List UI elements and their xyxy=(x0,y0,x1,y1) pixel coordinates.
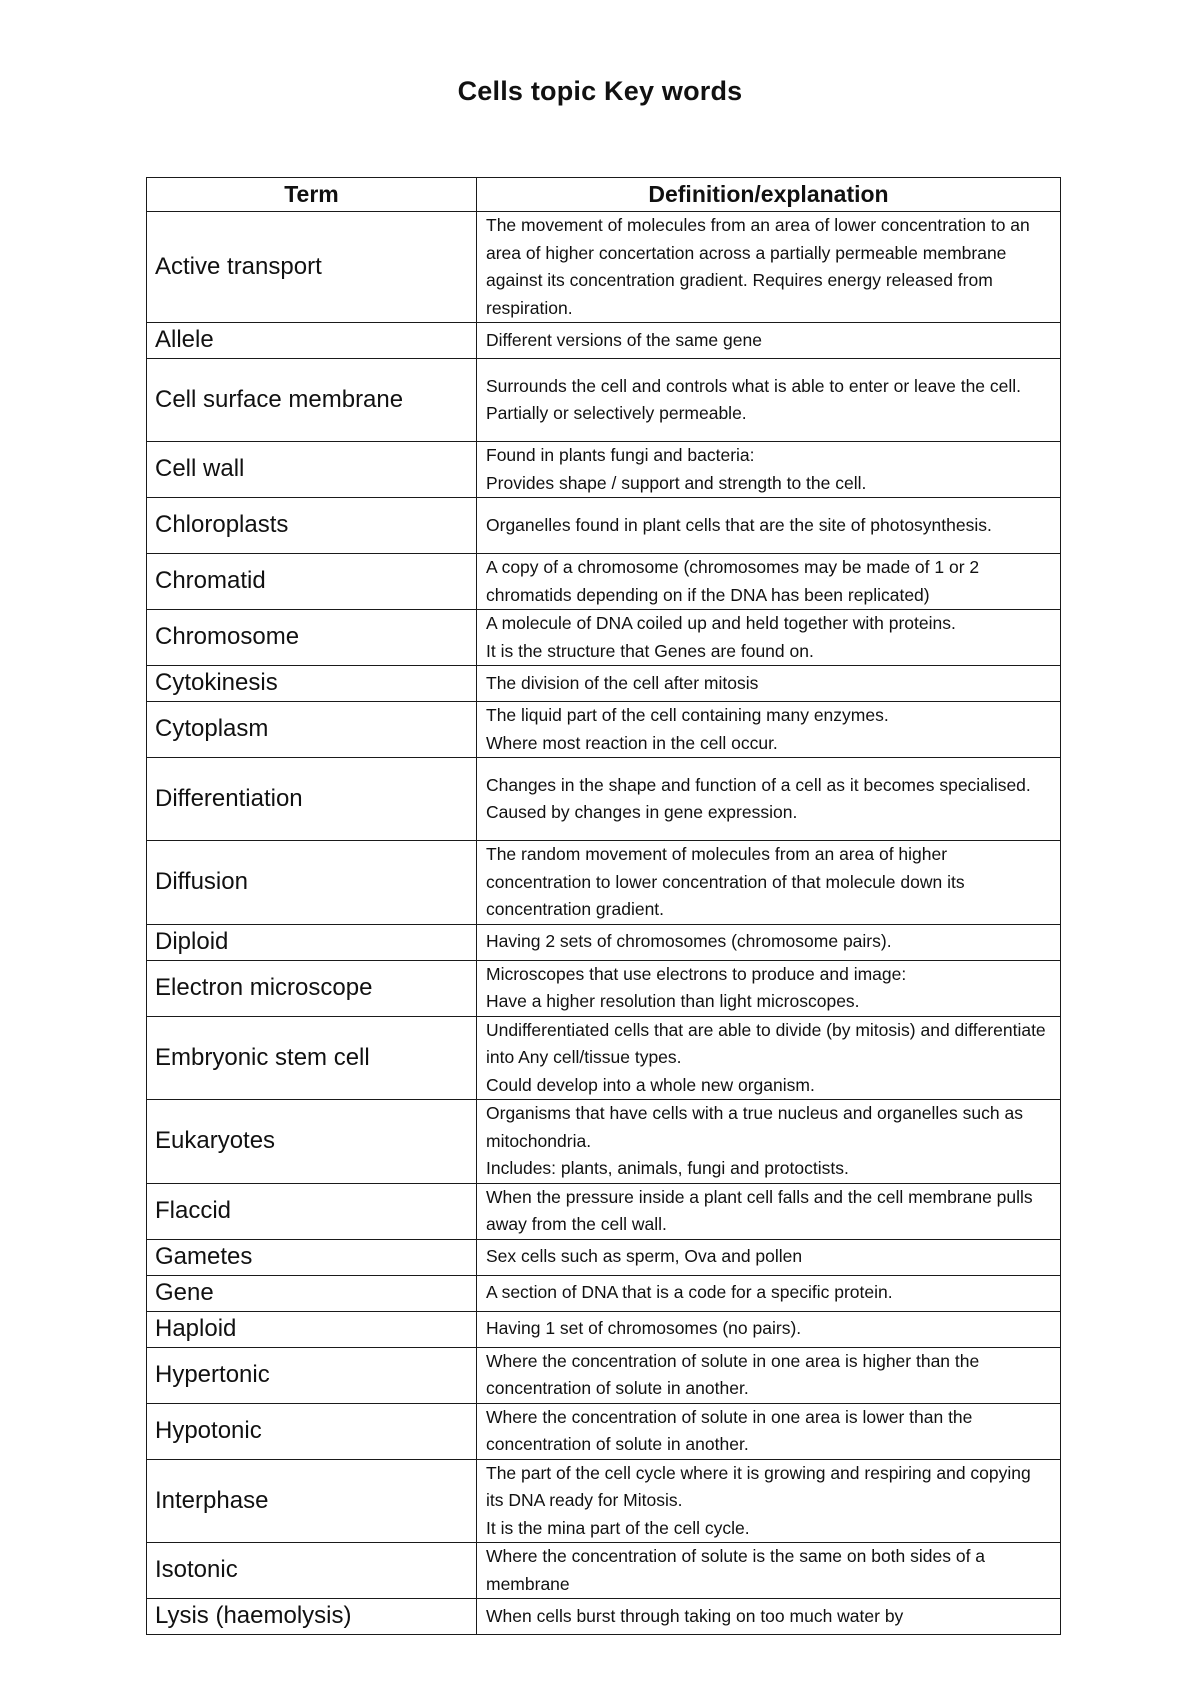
table-row xyxy=(147,666,1061,702)
term-cell: Hypertonic xyxy=(147,1347,477,1403)
definition-line: Found in plants fungi and bacteria: xyxy=(486,445,755,465)
table-row xyxy=(147,1459,1061,1543)
definition-line: When cells burst through taking on too much water by xyxy=(486,1605,904,1626)
definition-line: Having 1 set of chromosomes (no pairs). xyxy=(486,1318,802,1339)
definition-line: A molecule of DNA coiled up and held together with proteins. xyxy=(486,613,956,633)
term-cell: Chloroplasts xyxy=(147,498,477,554)
definition-cell xyxy=(477,323,1061,359)
table-row xyxy=(147,498,1061,554)
table-row xyxy=(147,1016,1061,1100)
definition-line: The random movement of molecules from an area of higher concentration to lower concentration of that molecule down its concentration gradient. xyxy=(486,844,965,919)
definition-line: Surrounds the cell and controls what is able to enter or leave the cell. xyxy=(486,375,1022,396)
term-cell: Diploid xyxy=(147,924,477,960)
table-body xyxy=(147,212,1061,1635)
table-row xyxy=(147,758,1061,841)
definition-cell xyxy=(477,924,1061,960)
definition-cell xyxy=(477,1275,1061,1311)
term-cell: Chromatid xyxy=(147,554,477,610)
term-cell: Eukaryotes xyxy=(147,1100,477,1184)
definition-cell xyxy=(477,1347,1061,1403)
definition-line: Organisms that have cells with a true nucleus and organelles such as mitochondria. xyxy=(486,1103,1023,1151)
term-cell: Gene xyxy=(147,1275,477,1311)
term-cell: Interphase xyxy=(147,1459,477,1543)
table-row xyxy=(147,1100,1061,1184)
definition-line: Provides shape / support and strength to the cell. xyxy=(486,472,867,493)
term-cell: Flaccid xyxy=(147,1183,477,1239)
definition-cell xyxy=(477,498,1061,554)
definition-cell xyxy=(477,1599,1061,1635)
table-row xyxy=(147,1347,1061,1403)
definition-line: Different versions of the same gene xyxy=(486,329,762,350)
definition-cell xyxy=(477,1016,1061,1100)
definition-line: The part of the cell cycle where it is growing and respiring and copying its DNA ready for Mitosis. xyxy=(486,1462,1031,1510)
definition-line: It is the mina part of the cell cycle. xyxy=(486,1517,750,1538)
definition-cell xyxy=(477,359,1061,442)
term-cell: Active transport xyxy=(147,212,477,323)
table-row xyxy=(147,1275,1061,1311)
table-row xyxy=(147,610,1061,666)
term-cell: Cytokinesis xyxy=(147,666,477,702)
definition-cell xyxy=(477,610,1061,666)
table-row xyxy=(147,960,1061,1016)
definition-cell xyxy=(477,960,1061,1016)
definition-line: Organelles found in plant cells that are the site of photosynthesis. xyxy=(486,514,992,535)
definition-line: Undifferentiated cells that are able to divide (by mitosis) and differentiate into Any cell/tissue types. xyxy=(486,1019,1046,1067)
term-cell: Chromosome xyxy=(147,610,477,666)
definition-line: Includes: plants, animals, fungi and protoctists. xyxy=(486,1158,849,1178)
definition-cell xyxy=(477,666,1061,702)
definition-line: Where most reaction in the cell occur. xyxy=(486,732,778,753)
definition-line: The division of the cell after mitosis xyxy=(486,672,759,693)
term-cell: Allele xyxy=(147,323,477,359)
table-row xyxy=(147,323,1061,359)
definition-cell xyxy=(477,758,1061,841)
term-cell: Isotonic xyxy=(147,1543,477,1599)
definition-line: Could develop into a whole new organism. xyxy=(486,1074,815,1095)
definition-line: Sex cells such as sperm, Ova and pollen xyxy=(486,1246,803,1267)
definition-cell xyxy=(477,442,1061,498)
definition-cell xyxy=(477,841,1061,925)
definition-cell xyxy=(477,1311,1061,1347)
term-column-header: Term xyxy=(147,178,477,212)
table-row xyxy=(147,442,1061,498)
term-cell: Embryonic stem cell xyxy=(147,1016,477,1100)
table-row xyxy=(147,1311,1061,1347)
table-row xyxy=(147,1599,1061,1635)
table-row xyxy=(147,1239,1061,1275)
definition-line: Partially or selectively permeable. xyxy=(486,403,747,423)
table-row xyxy=(147,1543,1061,1599)
definition-line: Have a higher resolution than light microscopes. xyxy=(486,991,860,1011)
definition-cell xyxy=(477,1459,1061,1543)
definition-cell xyxy=(477,1543,1061,1599)
definition-cell xyxy=(477,1183,1061,1239)
definition-cell xyxy=(477,702,1061,758)
definition-column-header: Definition/explanation xyxy=(477,178,1061,212)
definition-line: The movement of molecules from an area of lower concentration to an area of higher concertation across a partially permeable membrane against its concentration gradient. Requires energy released from respiration. xyxy=(486,215,1030,318)
table-row xyxy=(147,702,1061,758)
table-row xyxy=(147,1403,1061,1459)
term-cell: Lysis (haemolysis) xyxy=(147,1599,477,1635)
term-cell: Cell wall xyxy=(147,442,477,498)
definition-line: Microscopes that use electrons to produce and image: xyxy=(486,963,907,984)
key-words-table xyxy=(146,177,1061,1635)
definition-cell xyxy=(477,554,1061,610)
table-row xyxy=(147,924,1061,960)
definition-line: Where the concentration of solute in one area is lower than the concentration of solute in another. xyxy=(486,1406,973,1454)
table-row xyxy=(147,359,1061,442)
definition-line: When the pressure inside a plant cell falls and the cell membrane pulls away from the cell wall. xyxy=(486,1186,1033,1234)
term-cell: Hypotonic xyxy=(147,1403,477,1459)
table-row xyxy=(147,212,1061,323)
table-row xyxy=(147,841,1061,925)
definition-cell xyxy=(477,1403,1061,1459)
definition-line: Caused by changes in gene expression. xyxy=(486,802,798,822)
definition-line: A section of DNA that is a code for a specific protein. xyxy=(486,1282,893,1303)
definition-line: Changes in the shape and function of a cell as it becomes specialised. xyxy=(486,774,1031,795)
term-cell: Electron microscope xyxy=(147,960,477,1016)
definition-cell xyxy=(477,1239,1061,1275)
definition-line: Having 2 sets of chromosomes (chromosome pairs). xyxy=(486,931,892,952)
term-cell: Haploid xyxy=(147,1311,477,1347)
term-cell: Cell surface membrane xyxy=(147,359,477,442)
page-title: Cells topic Key words xyxy=(457,76,743,106)
definition-line: It is the structure that Genes are found on. xyxy=(486,640,814,661)
definition-cell xyxy=(477,212,1061,323)
term-cell: Cytoplasm xyxy=(147,702,477,758)
table-row xyxy=(147,1183,1061,1239)
term-cell: Gametes xyxy=(147,1239,477,1275)
definition-cell xyxy=(477,1100,1061,1184)
table-row xyxy=(147,554,1061,610)
term-cell: Differentiation xyxy=(147,758,477,841)
table-header-row xyxy=(147,178,1061,212)
definition-line: A copy of a chromosome (chromosomes may be made of 1 or 2 chromatids depending on if the DNA has been replicated) xyxy=(486,557,980,605)
definition-line: Where the concentration of solute in one area is higher than the concentration of solute in another. xyxy=(486,1350,980,1398)
term-cell: Diffusion xyxy=(147,841,477,925)
definition-line: Where the concentration of solute is the same on both sides of a membrane xyxy=(486,1546,986,1594)
definition-line: The liquid part of the cell containing many enzymes. xyxy=(486,705,889,725)
